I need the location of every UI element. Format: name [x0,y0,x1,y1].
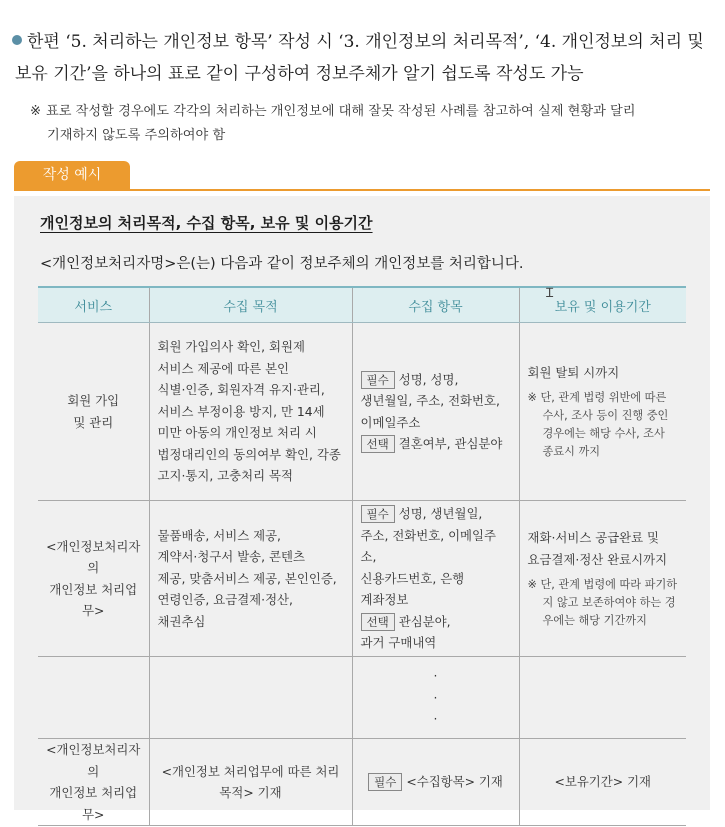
note-text-1: 표로 작성할 경우에도 각각의 처리하는 개인정보에 대해 잘못 작성된 사례를 참고하여 실제 현황과 달리 [46,104,636,119]
table-row [38,501,686,657]
service-cell: <개인정보처리자의 개인정보 처리업무> [38,501,149,657]
items-cell: 필수 성명, 생년월일, 주소, 전화번호, 이메일주소, 신용카드번호, 은행 계좌정보 선택 관심분야, 과거 구매내역 [352,501,519,657]
example-tab: 작성 예시 [14,161,130,190]
table-row [38,739,686,826]
purpose-cell: 물품배송, 서비스 제공, 계약서·청구서 발송, 콘텐츠 제공, 맞춤서비스 제공, 본인인증, 연령인증, 요금결제·정산, 채권추심 [149,501,352,657]
note-paragraph [30,100,715,148]
optional-tag: 선택 [361,435,395,453]
optional-tag: 선택 [361,613,395,631]
text-cursor-icon: Ɪ [546,286,554,301]
table-row [38,657,686,739]
info-table [38,286,686,826]
table-row [38,323,686,501]
intro-paragraph [12,26,717,90]
retention-note: ※ 단, 관계 법령 위반에 따른 수사, 조사 등이 진행 중인 경우에는 해당 수사, 조사 종료시 까지 [527,391,669,459]
header-purpose: 수집 목적 [149,287,352,323]
service-cell: 회원 가입 및 관리 [38,323,149,501]
items-cell: 필수 성명, 성명, 생년월일, 주소, 전화번호, 이메일주소 선택 결혼여부, 관심분야 [352,323,519,501]
required-tag: 필수 [368,773,402,791]
ellipsis-dots: · · · [352,657,519,739]
retention-cell: 회원 탈퇴 시까지 ※ 단, 관계 법령 위반에 따른 수사, 조사 등이 진행 중인 경우에는 해당 수사, 조사 종료시 까지 [519,323,686,501]
purpose-cell: <개인정보 처리업무에 따른 처리 목적> 기재 [149,739,352,826]
table-header-row [38,287,686,323]
items-cell: 필수 <수집항목> 기재 [352,739,519,826]
note-text-2: 기재하지 않도록 주의하여야 함 [47,128,226,143]
header-retention: 보유 및 이용기간 [519,287,686,323]
required-tag: 필수 [361,371,395,389]
purpose-cell: 회원 가입의사 확인, 회원제 서비스 제공에 따른 본인 식별·인증, 회원자격 유지·관리, 서비스 부정이용 방지, 만 14세 미만 아동의 개인정보 처리 시 법정대리인의 동의여부 확인, 각종 고지·통지, 고충처리 목적 [149,323,352,501]
service-cell: <개인정보처리자의 개인정보 처리업무> [38,739,149,826]
doc-title: 개인정보의 처리목적, 수집 항목, 보유 및 이용기간 [40,214,373,232]
intro-text-1: 한편 ‘5. 처리하는 개인정보 항목’ 작성 시 ‘3. 개인정보의 처리목적’, ‘4. 개인정보의 처리 및 [27,32,704,52]
header-items: 수집 항목 [352,287,519,323]
bullet-dot-icon [12,35,22,45]
required-tag: 필수 [361,505,395,523]
retention-cell: 재화·서비스 공급완료 및 요금결제·정산 완료시까지 ※ 단, 관계 법령에 따라 파기하지 않고 보존하여야 하는 경우에는 해당 기간까지 [519,501,686,657]
retention-note: ※ 단, 관계 법령에 따라 파기하지 않고 보존하여야 하는 경우에는 해당 기간까지 [527,578,678,627]
header-service: 서비스 [38,287,149,323]
intro-line-2 [12,58,717,90]
tab-divider [14,189,710,191]
intro-text-2: 보유 기간’을 하나의 표로 같이 구성하여 정보주체가 알기 쉽도록 작성도 가능 [15,64,584,84]
intro-line-1 [12,26,717,58]
note-mark: ※ [30,104,42,119]
doc-subtitle: <개인정보처리자명>은(는) 다음과 같이 정보주체의 개인정보를 처리합니다. [40,256,524,272]
retention-cell: <보유기간> 기재 [519,739,686,826]
